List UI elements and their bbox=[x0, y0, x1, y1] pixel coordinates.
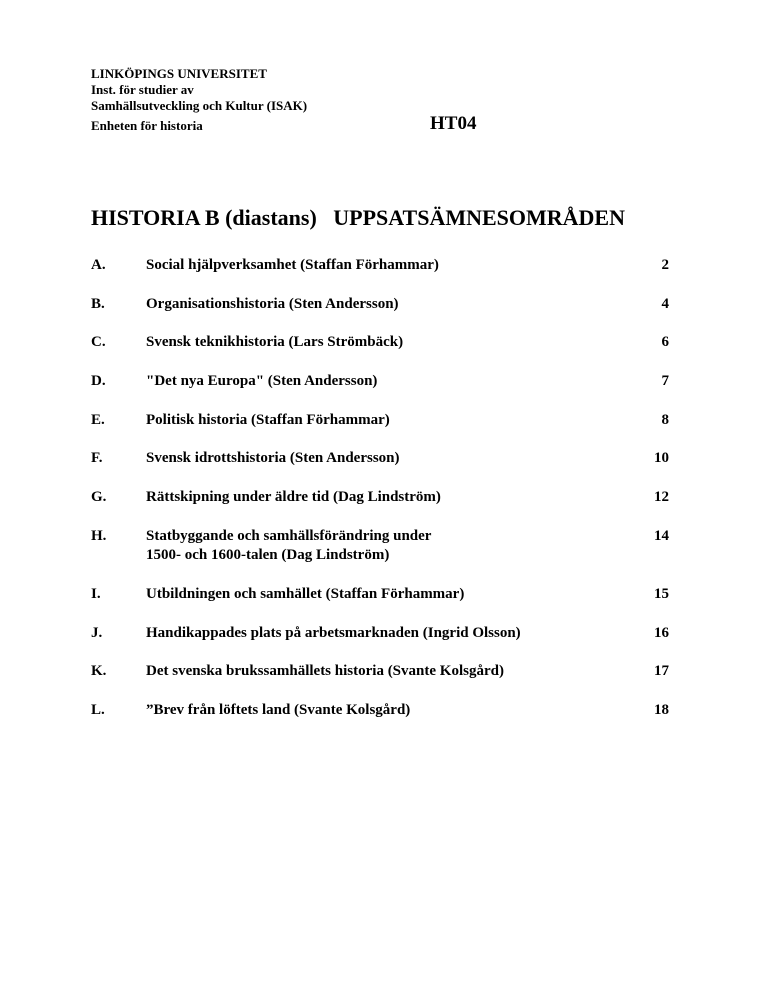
topic-page-number: 10 bbox=[654, 450, 669, 467]
topic-title-line-2: 1500- och 1600-talen (Dag Lindström) bbox=[146, 546, 390, 563]
topic-title: Organisationshistoria (Sten Andersson) bbox=[146, 295, 399, 312]
topic-title: Utbildningen och samhället (Staffan Förhammar) bbox=[146, 585, 465, 602]
topic-page-number: 2 bbox=[661, 257, 669, 273]
topic-page-number: 4 bbox=[661, 295, 669, 312]
document-header bbox=[91, 66, 651, 134]
topic-title: "Det nya Europa" (Sten Andersson) bbox=[146, 373, 378, 390]
topic-title: Det svenska brukssamhällets historia (Svante Kolsgård) bbox=[146, 663, 504, 680]
topic-letter: J. bbox=[91, 624, 103, 641]
topic-title-line-1: Statbyggande och samhällsförändring under bbox=[146, 527, 432, 544]
topic-page-number: 12 bbox=[654, 489, 669, 506]
topic-title: ”Brev från löftets land (Svante Kolsgård) bbox=[146, 701, 411, 718]
topic-letter: F. bbox=[91, 450, 103, 467]
topic-page-number: 14 bbox=[654, 527, 669, 544]
institute-line-2: Samhällsutveckling och Kultur (ISAK) bbox=[91, 98, 308, 113]
topic-title: Svensk idrottshistoria (Sten Andersson) bbox=[146, 450, 400, 467]
topic-letter: D. bbox=[91, 373, 106, 390]
topic-letter: E. bbox=[91, 411, 105, 428]
university-name: LINKÖPINGS UNIVERSITET bbox=[91, 66, 267, 81]
topic-page-number: 6 bbox=[661, 334, 669, 351]
topic-letter: G. bbox=[91, 489, 107, 506]
topic-letter: K. bbox=[91, 663, 107, 680]
topic-page-number: 17 bbox=[654, 663, 669, 680]
topic-page-number: 7 bbox=[661, 373, 669, 390]
topic-item-l bbox=[91, 701, 669, 740]
topic-letter: I. bbox=[91, 585, 101, 602]
topic-letter: L. bbox=[91, 701, 105, 718]
topic-item-j bbox=[91, 624, 669, 663]
topic-item-g bbox=[91, 488, 669, 527]
topic-title: Svensk teknikhistoria (Lars Strömbäck) bbox=[146, 334, 404, 351]
topic-item-f bbox=[91, 449, 669, 488]
term-label: HT04 bbox=[430, 113, 477, 134]
topic-item-i bbox=[91, 585, 669, 624]
topic-page-number: 18 bbox=[654, 701, 669, 718]
topic-item-c bbox=[91, 333, 669, 372]
topic-title bbox=[146, 527, 606, 565]
topic-item-a bbox=[91, 256, 669, 295]
topic-item-h bbox=[91, 527, 669, 585]
topic-page-number: 8 bbox=[661, 411, 669, 428]
unit-name: Enheten för historia bbox=[91, 118, 203, 133]
topic-list bbox=[91, 256, 669, 740]
unit-row bbox=[91, 114, 651, 134]
topic-item-e bbox=[91, 411, 669, 450]
topic-item-d bbox=[91, 372, 669, 411]
institute-line-1: Inst. för studier av bbox=[91, 82, 194, 97]
topic-page-number: 16 bbox=[654, 624, 669, 641]
topic-title: Politisk historia (Staffan Förhammar) bbox=[146, 411, 390, 428]
topic-letter: C. bbox=[91, 334, 106, 351]
topic-page-number: 15 bbox=[654, 585, 669, 602]
topic-letter: H. bbox=[91, 527, 107, 544]
topic-title: Handikappades plats på arbetsmarknaden (Ingrid Olsson) bbox=[146, 624, 521, 641]
document-title: HISTORIA B (diastans) UPPSATSÄMNESOMRÅDEN bbox=[91, 205, 625, 230]
topic-title: Social hjälpverksamhet (Staffan Förhammar) bbox=[146, 257, 439, 273]
topic-item-b bbox=[91, 295, 669, 334]
topic-title: Rättskipning under äldre tid (Dag Lindström) bbox=[146, 489, 441, 506]
topic-letter: B. bbox=[91, 295, 105, 312]
topic-letter: A. bbox=[91, 257, 106, 273]
topic-item-k bbox=[91, 662, 669, 701]
